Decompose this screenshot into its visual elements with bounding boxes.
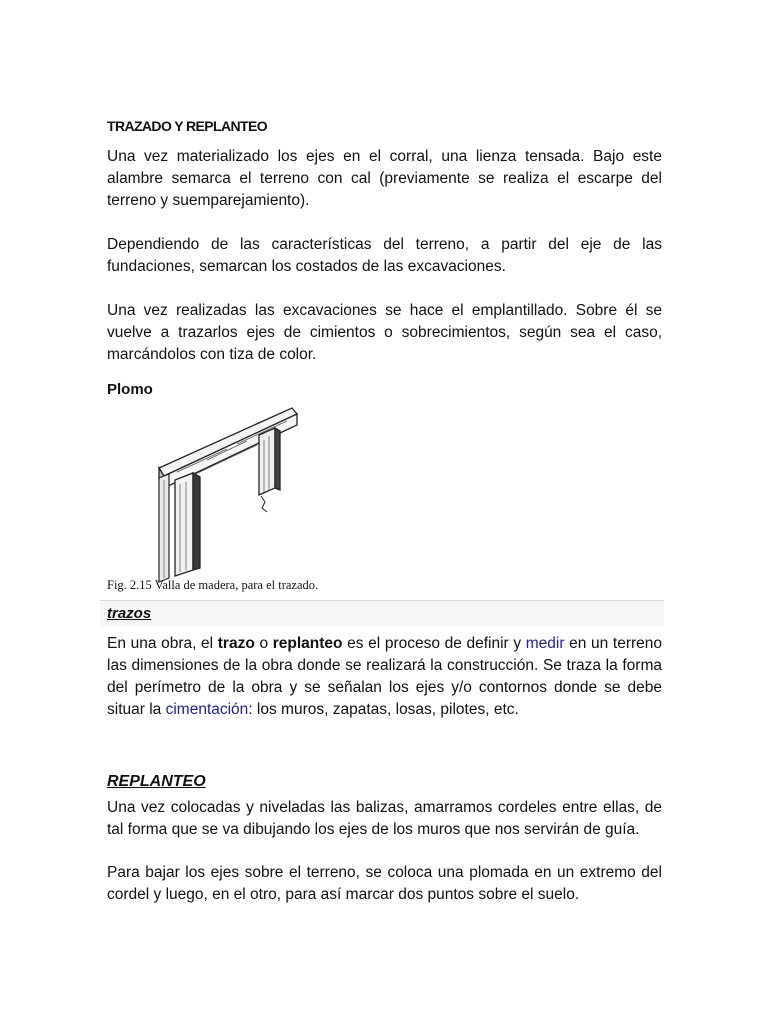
text-run: : los muros, zapatas, losas, pilotes, etc. — [248, 701, 519, 718]
section-bar — [100, 600, 664, 626]
trazos-paragraph — [107, 633, 662, 721]
paragraph-2: Dependiendo de las características del terreno, a partir del eje de las fundaciones, semarcan los costados de las excavaciones. — [107, 236, 662, 275]
figure-caption: Fig. 2.15 Valla de madera, para el trazado. — [107, 578, 319, 592]
cimentacion-link[interactable]: cimentación — [165, 701, 249, 718]
replanteo-paragraph-1: Una vez colocadas y niveladas las balizas, amarramos cordeles entre ellas, de tal forma que se va dibujando los ejes de los muros que nos servirán de guía. — [107, 799, 662, 838]
replanteo-heading: REPLANTEO — [107, 773, 206, 790]
paragraph-3: Una vez realizadas las excavaciones se hace el emplantillado. Sobre él se vuelve a trazarlos ejes de cimientos o sobrecimientos, según sea el caso, marcándolos con tiza de color. — [107, 302, 662, 363]
post-back — [259, 428, 275, 495]
paragraph-1: Una vez materializado los ejes en el corral, una lienza tensada. Bajo este alambre semarca el terreno con cal (previamente se realiza el escarpe del terreno y suemparejamiento). — [107, 148, 662, 209]
replanteo-paragraph-2: Para bajar los ejes sobre el terreno, se coloca una plomada en un extremo del cordel y luego, en el otro, para así marcar dos puntos sobre el suelo. — [107, 864, 662, 903]
post-front — [175, 473, 193, 576]
page-title: TRAZADO Y REPLANTEO — [107, 118, 267, 134]
medir-link[interactable]: medir — [525, 635, 565, 652]
wooden-fence-illustration — [107, 400, 357, 600]
plomo-label: Plomo — [107, 381, 153, 398]
text-run: En una obra, el — [107, 635, 218, 652]
text-run: o — [254, 635, 273, 652]
text-run: es el proceso de definir y — [342, 635, 526, 652]
trazo-term: trazo — [217, 635, 255, 652]
trazos-heading: trazos — [107, 605, 152, 622]
replanteo-term: replanteo — [272, 635, 343, 652]
text-run: en un terreno las dimensiones de la obra donde se realizará la construcción. Se traza la forma del perímetro de la obra y se señalan los ejes y/o contornos donde se debe situar la — [107, 635, 663, 718]
